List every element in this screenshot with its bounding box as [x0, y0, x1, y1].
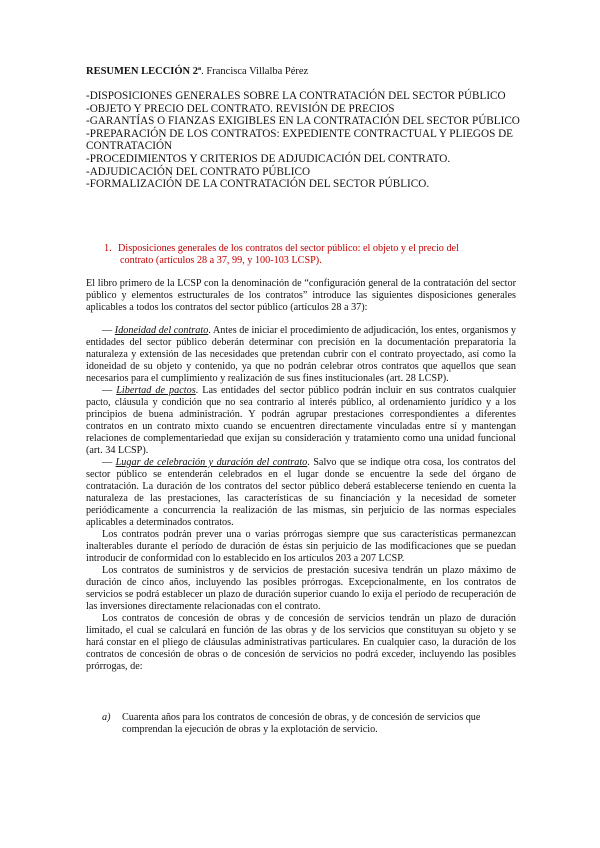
- item-text: . Salvo que se indique otra cosa, los contratos del sector público se entenderán celebrados en el lugar donde se encuentre la sede del órgano de contratación. La duración de los contratos del sector público deberá establecerse teniendo en cuenta la naturaleza de las prestaciones, las características de su financiación y la necesidad de someter periódicamente a concurrencia la realización de las mismas, sin perjuicio de las normas especiales aplicables a determinados contratos.: [86, 457, 516, 528]
- list-a: [86, 712, 516, 736]
- intro-paragraph: El libro primero de la LCSP con la denominación de “configuración general de la contratación del sector público y elementos estructurales de los contratos” introduce las siguientes disposiciones generales aplicables a todos los contratos del sector público (artículos 28 a 37):: [86, 278, 516, 313]
- topic-item: -DISPOSICIONES GENERALES SOBRE LA CONTRATACIÓN DEL SECTOR PÚBLICO: [86, 90, 506, 102]
- item-label: Libertad de pactos: [116, 385, 196, 396]
- list-a-label: a): [102, 712, 111, 723]
- title-author: . Francisca Villalba Pérez: [201, 66, 309, 77]
- section-title-line2: contrato (artículos 28 a 37, 99, y 100-103 LCSP).: [120, 255, 322, 267]
- document-title: [86, 66, 308, 77]
- body-paragraph: Los contratos de concesión de obras y de concesión de servicios tendrán un plazo de duración limitado, el cual se calculará en función de las obras y de los servicios que constituyan su objeto y se hará constar en el pliego de cláusulas administrativas particulares. En cualquier caso, la duración de los contratos de concesión de obras o de concesión de servicios no podrá exceder, incluyendo las posibles prórrogas, de:: [86, 613, 516, 672]
- topics-list: [86, 90, 526, 191]
- topic-item: -ADJUDICACIÓN DEL CONTRATO PÚBLICO: [86, 165, 311, 178]
- section-number: 1.: [104, 243, 112, 254]
- topic-item: -PREPARACIÓN DE LOS CONTRATOS: EXPEDIENTE CONTRACTUAL Y PLIEGOS DE CONTRATACIÓN: [86, 127, 513, 153]
- topic-item: -GARANTÍAS O FIANZAS EXIGIBLES EN LA CONTRATACIÓN DEL SECTOR PÚBLICO: [86, 115, 520, 128]
- topic-item: -OBJETO Y PRECIO DEL CONTRATO. REVISIÓN DE PRECIOS: [86, 102, 395, 115]
- title-bold: RESUMEN LECCIÓN 2ª: [86, 66, 202, 77]
- item-text: . Las entidades del sector público podrán incluir en sus contratos cualquier pacto, cláusula y condición que no sea contrario al interés público, al ordenamiento jurídico y a los principios de buena administración. Y podrán agrupar prestaciones correspondientes a diferentes contratos en un contrato mixto cuando se encuentren directamente vinculadas entre sí y mantengan relaciones de complementariedad que exijan su consideración y tratamiento como una unidad funcional (art. 34 LCSP).: [86, 385, 517, 456]
- list-item: [86, 457, 516, 529]
- list-a-line2: comprendan la ejecución de obras y la explotación de servicio.: [122, 724, 378, 735]
- item-dash: —: [102, 457, 113, 468]
- list-a-line1: Cuarenta años para los contratos de concesión de obras, y de concesión de servicios que: [122, 712, 481, 723]
- topic-item: -PROCEDIMIENTOS Y CRITERIOS DE ADJUDICACIÓN DEL CONTRATO.: [86, 152, 451, 165]
- section-title-line1: Disposiciones generales de los contratos del sector público: el objeto y el precio del: [118, 243, 459, 254]
- item-label: Lugar de celebración y duración del contrato: [115, 457, 308, 468]
- body-paragraph: Los contratos podrán prever una o varias prórrogas siempre que sus características permanezcan inalterables durante el período de duración de éstas sin perjuicio de las modificaciones que se puedan introducir de conformidad con lo establecido en los artículos 203 a 207 LCSP.: [86, 529, 516, 564]
- body-block: [86, 325, 516, 673]
- body-paragraph: Los contratos de suministros y de servicios de prestación sucesiva tendrán un plazo máximo de duración de cinco años, incluyendo las posibles prórrogas. Excepcionalmente, en los contratos de servicios se podrá establecer un plazo de duración superior cuando lo exija el período de recuperación de las inversiones directamente relacionadas con el contrato.: [86, 565, 516, 612]
- topic-item: -FORMALIZACIÓN DE LA CONTRATACIÓN DEL SECTOR PÚBLICO.: [86, 178, 430, 191]
- item-dash: —: [102, 325, 113, 336]
- list-item: [86, 385, 516, 457]
- item-label: Idoneidad del contrato: [114, 325, 209, 336]
- section-heading: [104, 243, 504, 267]
- item-dash: —: [102, 385, 113, 396]
- list-item: [86, 325, 516, 385]
- item-text: . Antes de iniciar el procedimiento de adjudicación, los entes, organismos y entidades del sector público deberán determinar con precisión en la documentación preparatoria la naturaleza y extensión de las necesidades que pretendan cubrir con el contrato proyectado, así como la idoneidad de su objeto y contenido, ya que no podrán celebrar otros contratos que aquellos que sean necesarios para el cumplimiento y realización de sus fines institucionales (art. 28 LCSP).: [86, 325, 517, 384]
